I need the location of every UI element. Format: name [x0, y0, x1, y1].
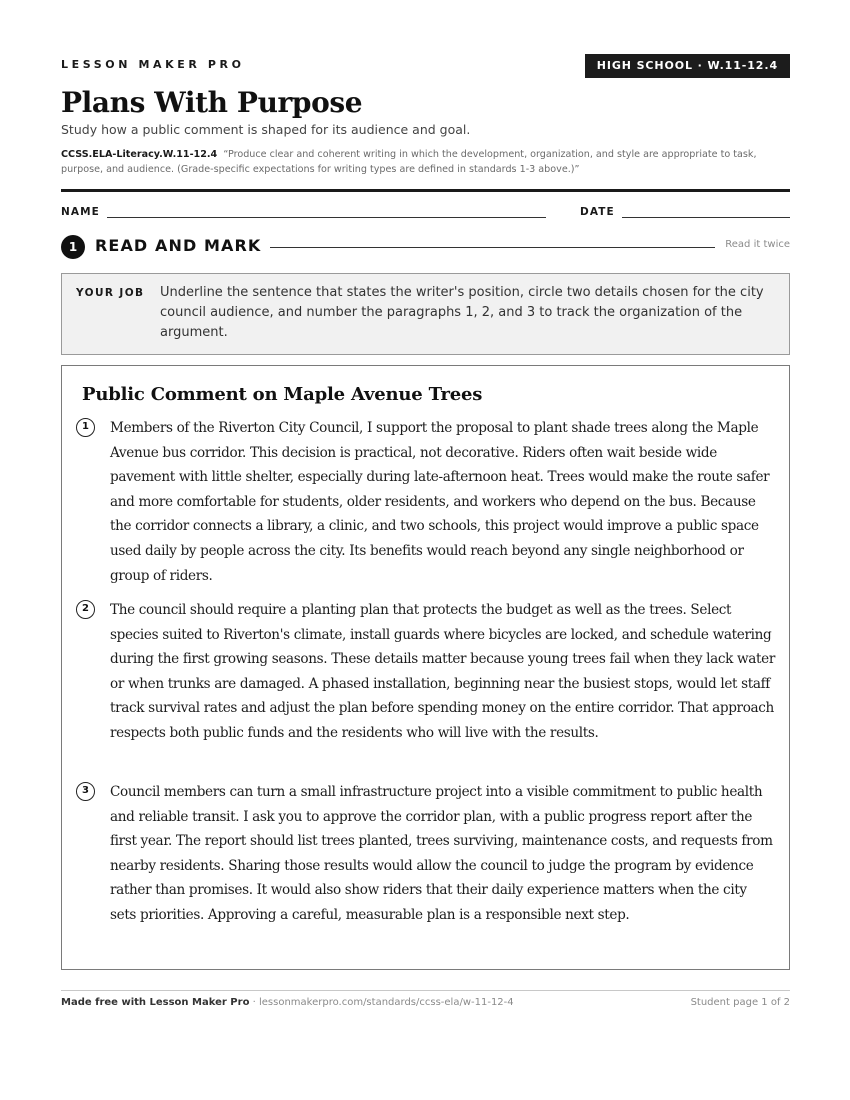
footer-page-number: Student page 1 of 2 [690, 997, 790, 1008]
student-info-row [61, 206, 790, 222]
instructions-text: Underline the sentence that states the writer's position, circle two details chosen for the city council audience, and number the paragraphs 1, 2, and 3 to track the organization of the argument. [160, 285, 764, 340]
paragraph-text: Council members can turn a small infrastructure project into a visible commitment to public health and reliable transit. I ask you to approve the corridor plan, with a public progress report after the first year. The report should list trees planted, trees surviving, maintenance costs, and requests from nearby residents. Sharing those results would allow the council to judge the program by evidence rather than promises. It would also show riders that their daily experience matters when the city sets priorities. Approving a careful, measurable plan is a responsible next step. [110, 784, 773, 923]
standard-text: “Produce clear and coherent writing in which the development, organization, and style are appropriate to task, purpose, and audience. (Grade-specific expectations for writing types are defined in standards 1-3 above.)” [61, 149, 757, 175]
paragraph-number-circle: 1 [76, 418, 95, 437]
section-header [61, 235, 790, 259]
section-number-badge: 1 [61, 235, 85, 259]
name-line[interactable] [107, 217, 546, 218]
paragraph-number-circle: 2 [76, 600, 95, 619]
section-rule [270, 247, 715, 248]
section-note: Read it twice [725, 239, 790, 250]
paragraph-text: The council should require a planting plan that protects the budget as well as the trees. Select species suited to Riverton's climate, install guards where bicycles are locked, and schedule watering during the first growing seasons. These details matter because young trees fail when they lack water or when trunks are damaged. A phased installation, beginning near the busiest stops, would let staff track survival rates and adjust the plan before spending money on the entire corridor. That approach respects both public funds and the residents who will live with the results. [110, 602, 776, 741]
header-divider [61, 189, 790, 192]
instructions-box [61, 273, 790, 355]
page-title: Plans With Purpose [61, 86, 363, 119]
name-label: NAME [61, 206, 100, 218]
paragraph-text: Members of the Riverton City Council, I support the proposal to plant shade trees along the Maple Avenue bus corridor. This decision is practical, not decorative. Riders often wait beside wide pavement with little shelter, especially during late-afternoon heat. Trees would make the route safer and more comfortable for students, older residents, and workers who depend on the bus. Because the corridor connects a library, a clinic, and two schools, this project would improve a public space used daily by people across the city. Its benefits would reach beyond any single neighborhood or group of riders. [110, 420, 770, 584]
passage-box [61, 365, 790, 970]
footer-credit [61, 997, 514, 1008]
date-line[interactable] [622, 217, 790, 218]
brand-name: LESSON MAKER PRO [61, 58, 245, 71]
instructions-label: YOUR JOB [76, 287, 145, 299]
top-bar [61, 54, 790, 78]
section-title: READ AND MARK [95, 236, 262, 255]
date-label: DATE [580, 206, 615, 218]
standard-statement [61, 147, 790, 177]
page-subtitle: Study how a public comment is shaped for its audience and goal. [61, 122, 471, 137]
standard-code: CCSS.ELA-Literacy.W.11-12.4 [61, 149, 218, 160]
footer-divider [61, 990, 790, 991]
level-badge: HIGH SCHOOL · W.11-12.4 [585, 54, 790, 78]
paragraph-number-circle: 3 [76, 782, 95, 801]
footer-url[interactable]: · lessonmakerpro.com/standards/ccss-ela/w-11-12-4 [249, 997, 514, 1008]
passage-title: Public Comment on Maple Avenue Trees [82, 384, 483, 405]
footer-made-with: Made free with Lesson Maker Pro [61, 997, 250, 1008]
